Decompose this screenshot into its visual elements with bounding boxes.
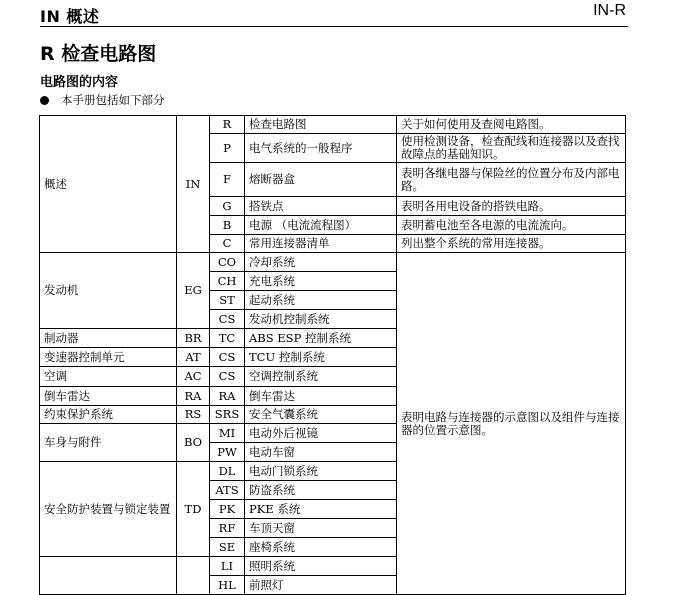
section-name-cell: 座椅系统	[245, 538, 397, 557]
section-code-cell: SRS	[210, 406, 245, 424]
section-name-cell: 电动车窗	[245, 443, 397, 462]
section-code-cell: RA	[210, 387, 245, 406]
section-code-cell: CS	[210, 367, 245, 387]
page-code: IN-R	[593, 2, 626, 19]
system-name-cell	[40, 557, 177, 595]
bullet-icon	[40, 96, 49, 105]
header-rule	[40, 26, 628, 27]
section-name-cell: ABS ESP 控制系统	[245, 329, 397, 348]
system-name-cell: 发动机	[40, 253, 177, 329]
description-cell: 表明各用电设备的搭铁电路。	[397, 197, 626, 216]
page-title: R 检查电路图	[40, 43, 157, 65]
section-name-cell: TCU 控制系统	[245, 348, 397, 367]
description-cell: 表明各继电器与保险丝的位置分布及内部电路。	[397, 163, 626, 197]
system-name-cell: 概述	[40, 116, 177, 253]
section-name-cell: 发动机控制系统	[245, 310, 397, 329]
section-name-cell: 车顶天窗	[245, 519, 397, 538]
description-cell: 列出整个系统的常用连接器。	[397, 235, 626, 253]
section-name-cell: 电动门锁系统	[245, 462, 397, 481]
section-name-cell: 起动系统	[245, 291, 397, 310]
system-code-cell: EG	[177, 253, 210, 329]
system-name-cell: 变速器控制单元	[40, 348, 177, 367]
section-name-cell: 搭铁点	[245, 197, 397, 216]
section-name-cell: 前照灯	[245, 576, 397, 595]
section-code-cell: SE	[210, 538, 245, 557]
table-row	[40, 253, 626, 272]
section-code-cell: C	[210, 235, 245, 253]
system-name-cell: 倒车雷达	[40, 387, 177, 406]
description-cell: 使用检测设备，检查配线和连接器以及查找故障点的基础知识。	[397, 134, 626, 163]
section-name-cell: 电动外后视镜	[245, 424, 397, 443]
section-name-cell: 检查电路图	[245, 116, 397, 134]
section-name-cell: 防盗系统	[245, 481, 397, 500]
description-cell: 关于如何使用及查阅电路图。	[397, 116, 626, 134]
section-code-cell: CO	[210, 253, 245, 272]
bullet-item	[40, 92, 165, 108]
system-code-cell: TD	[177, 462, 210, 557]
system-code-cell: IN	[177, 116, 210, 253]
section-code-cell: G	[210, 197, 245, 216]
system-code-cell	[177, 557, 210, 595]
system-name-cell: 安全防护装置与锁定装置	[40, 462, 177, 557]
section-code-cell: R	[210, 116, 245, 134]
description-cell: 表明蓄电池至各电源的电流流向。	[397, 216, 626, 235]
system-code-cell: BO	[177, 424, 210, 462]
system-code-cell: BR	[177, 329, 210, 348]
section-code-cell: MI	[210, 424, 245, 443]
section-code-cell: ATS	[210, 481, 245, 500]
contents-table	[39, 115, 626, 595]
section-name-cell: 安全气囊系统	[245, 406, 397, 424]
section-name-cell: 电源 （电流流程图）	[245, 216, 397, 235]
section-code-cell: PK	[210, 500, 245, 519]
system-code-cell: AT	[177, 348, 210, 367]
section-code-cell: F	[210, 163, 245, 197]
table-row	[40, 116, 626, 134]
section-code-cell: PW	[210, 443, 245, 462]
section-code-cell: CS	[210, 310, 245, 329]
section-code-cell: CH	[210, 272, 245, 291]
section-subheading: 电路图的内容	[40, 75, 119, 90]
system-name-cell: 制动器	[40, 329, 177, 348]
section-code-cell: B	[210, 216, 245, 235]
section-code-cell: LI	[210, 557, 245, 576]
section-code-cell: TC	[210, 329, 245, 348]
system-code-cell: RA	[177, 387, 210, 406]
section-name-cell: 倒车雷达	[245, 387, 397, 406]
system-name-cell: 约束保护系统	[40, 406, 177, 424]
section-name-cell: 电气系统的一般程序	[245, 134, 397, 163]
bullet-text: 本手册包括如下部分	[61, 93, 165, 107]
system-name-cell: 车身与附件	[40, 424, 177, 462]
section-name-cell: 照明系统	[245, 557, 397, 576]
system-code-cell: AC	[177, 367, 210, 387]
system-name-cell: 空调	[40, 367, 177, 387]
section-code-cell: ST	[210, 291, 245, 310]
section-name-cell: 熔断器盒	[245, 163, 397, 197]
section-code-cell: CS	[210, 348, 245, 367]
section-name-cell: PKE 系统	[245, 500, 397, 519]
section-code-cell: HL	[210, 576, 245, 595]
section-name-cell: 冷却系统	[245, 253, 397, 272]
section-code-cell: DL	[210, 462, 245, 481]
chapter-header: IN 概述	[40, 7, 100, 26]
section-code-cell: P	[210, 134, 245, 163]
section-name-cell: 空调控制系统	[245, 367, 397, 387]
system-code-cell: RS	[177, 406, 210, 424]
description-cell: 表明电路与连接器的示意图以及组件与连接器的位置示意图。	[397, 253, 626, 595]
section-code-cell: RF	[210, 519, 245, 538]
section-name-cell: 常用连接器清单	[245, 235, 397, 253]
section-name-cell: 充电系统	[245, 272, 397, 291]
